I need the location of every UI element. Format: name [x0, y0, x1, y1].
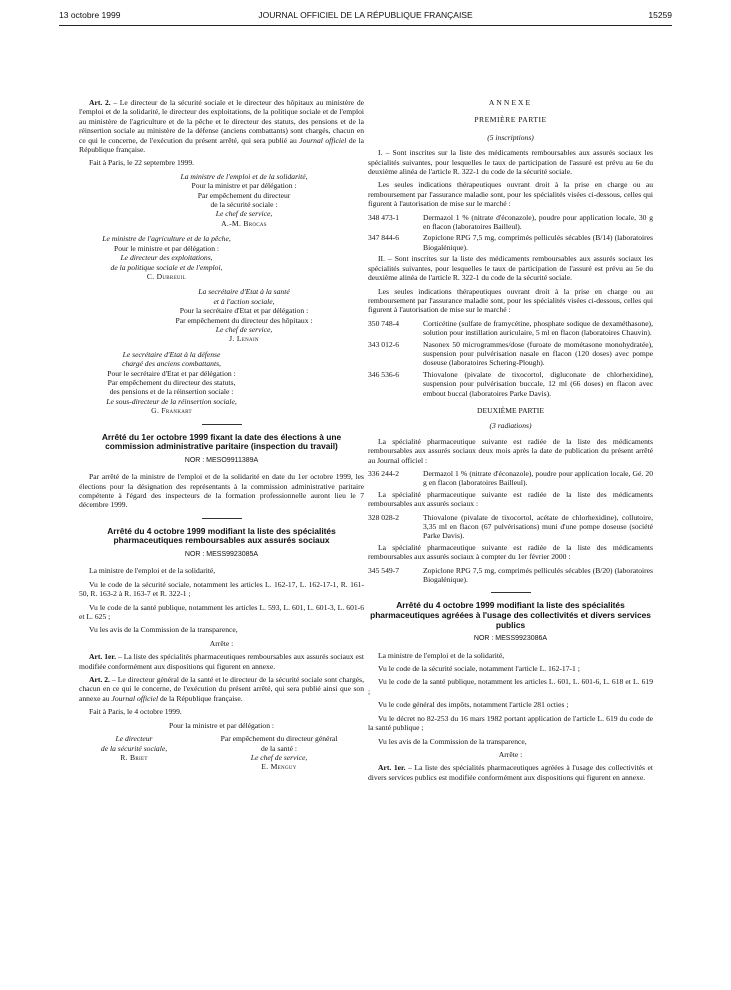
signature-line: de la politique sociale et de l'emploi, [110, 262, 223, 272]
signature-block [79, 734, 189, 772]
part-heading: DEUXIÈME PARTIE [477, 405, 544, 415]
signature-line: Pour le ministre et par délégation : [113, 243, 220, 253]
annex-paragraph: La spécialité pharmaceutique suivante est radiée de la liste des médicaments remboursables aux assurés sociaux : [368, 489, 653, 509]
signature-line: Le sous-directeur de la réinsertion sociale, [106, 396, 237, 406]
medicine-description: Zopiclone RPG 7,5 mg, comprimés pelliculés sécables (B/20) (laboratoires Biogalénique). [423, 565, 653, 585]
signature-block [194, 734, 364, 772]
cip-code: 346 536-6 [368, 369, 400, 379]
annex-paragraph: La spécialité pharmaceutique suivante est radiée de la liste des médicaments remboursables aux assurés sociaux à compter du 1er février 2000 : [368, 542, 653, 562]
signature-block [79, 234, 254, 281]
nor-reference: NOR : MESS9923085A [184, 551, 259, 558]
medicine-description: Corticétine (sulfate de framycétine, phosphate sodique de dexaméthasone), solution pour instillation auriculaire, 5 ml en flacon (laboratoires Chauvin). [423, 318, 653, 338]
visa-line: Vu le décret no 82-253 du 16 mars 1982 portant application de l'article L. 619 du code de la santé publique ; [368, 713, 653, 733]
signature-pair [79, 734, 364, 772]
part-subheading: (5 inscriptions) [487, 132, 534, 142]
article-text: – Le directeur de la sécurité sociale et le directeur des hôpitaux au ministère de l'emploi et de la solidarité, le directeur des exploitations, de la politique sociale et de l'emploi au ministère de l'agriculture et de la pêche et le directeur des statuts, des pensions et de la réinsertion sociale au ministère de la défense (anciens combattants) sont chargés, chacun en ce qui le concerne, de l'exécution du présent arrêté, qui sera publié au [79, 98, 364, 145]
decree-title: Arrêté du 4 octobre 1999 modifiant la liste des spécialités pharmaceutiques remboursables aux assurés sociaux [107, 525, 336, 546]
signature-line: chargé des anciens combattants, [122, 359, 221, 369]
article-text: – La liste des spécialités pharmaceutiques remboursables aux assurés sociaux est modifiée conformément aux dispositions qui figurent en annexe. [79, 652, 364, 671]
signature-line: La ministre de l'emploi et de la solidarité, [180, 171, 308, 181]
annex-paragraph: La spécialité pharmaceutique suivante est radiée de la liste des médicaments remboursables aux assurés sociaux deux mois après la date de publication du présent arrêté au Journal officiel : [368, 436, 653, 465]
signatory-name: J. Lenain [229, 334, 259, 344]
cip-code: 348 473-1 [368, 212, 400, 222]
journal-officiel-ref: Journal officiel [111, 693, 159, 703]
signature-date: Fait à Paris, le 22 septembre 1999. [89, 158, 195, 168]
article-1-paragraph [79, 652, 364, 671]
section-divider [202, 424, 242, 425]
article-label: Art. 2. [89, 98, 111, 107]
medicine-list [368, 319, 653, 398]
medicine-list [368, 213, 653, 253]
journal-officiel-ref: Journal officiel [299, 135, 347, 145]
article-label: Art. 1er. [378, 763, 406, 773]
cip-code: 347 844-6 [368, 233, 400, 243]
visa-line: Vu le code de la sécurité sociale, notamment les articles L. 162-17, L. 162-17-1, R. 161-50, R. 163-2 à R. 163-7 et R. 322-1 ; [79, 579, 364, 599]
signature-block [124, 287, 364, 343]
visa-line: Vu les avis de la Commission de la transparence, [378, 736, 527, 746]
right-column [368, 98, 653, 786]
page-header [59, 4, 672, 24]
signature-line: de la sécurité sociale : [210, 200, 278, 210]
signature-line: Par empêchement du directeur des statuts, [107, 377, 236, 387]
visa-line: Vu le code général des impôts, notamment l'article 281 octies ; [378, 700, 569, 710]
signature-line: Par empêchement du directeur général [220, 734, 338, 744]
article-2-paragraph [79, 675, 364, 703]
signature-line: Par empêchement du directeur des hôpitaux : [175, 315, 313, 325]
signature-line: Le ministre de l'agriculture et de la pêche, [102, 234, 231, 244]
signature-line: Le chef de service, [215, 209, 273, 219]
header-page-number: 15259 [648, 10, 672, 20]
article-2-paragraph [79, 98, 364, 154]
article-text: – La liste des spécialités pharmaceutiques agréées à l'usage des collectivités et divers services publics est modifiée conformément aux dispositions qui figurent en annexe. [368, 763, 653, 782]
visa-line: Vu le code de la santé publique, notamment les articles L. 593, L. 601, L. 601-3, L. 601-6 et L. 625 ; [79, 602, 364, 622]
medicine-description: Dermazol 1 % (nitrate d'éconazole), poudre pour application locale, Gé. 20 g en flacon (laboratoires Bailleul). [423, 469, 653, 488]
arrete-heading: Arrête : [498, 749, 523, 759]
article-label: Art. 2. [89, 675, 110, 685]
signature-line: Le chef de service, [215, 324, 273, 334]
signature-line: Pour la secrétaire d'Etat et par délégation : [179, 306, 309, 316]
signature-line: Le secrétaire d'Etat à la défense [122, 349, 221, 359]
list-item [368, 469, 653, 488]
signature-block [124, 172, 364, 228]
article-label: Art. 1er. [89, 652, 116, 662]
visa-line: Vu le code de la santé publique, notamment les articles L. 601, L. 601-6, L. 618 et L. 619 ; [368, 677, 653, 696]
signatory-name: A.-M. Brocas [221, 218, 267, 228]
arrete-heading: Arrête : [209, 638, 234, 648]
signatory-name: G. Frankart [151, 406, 192, 416]
signatory-name: R. Briet [120, 752, 148, 762]
medicine-description: Dermazol 1 % (nitrate d'éconazole), poudre pour application locale, 30 g en flacon (laboratoires Bailleul). [423, 212, 653, 232]
decree-title: Arrêté du 1er octobre 1999 fixant la date des élections à une commission administrative paritaire (inspection du travail) [101, 431, 342, 452]
signature-line: Pour la ministre et par délégation : [191, 181, 297, 191]
list-item [368, 213, 653, 232]
decree-title: Arrêté du 4 octobre 1999 modifiant la liste des spécialités pharmaceutiques agréées à l'usage des collectivités et divers services publics [370, 600, 651, 630]
medicine-description: Thiovalone (pivalate de tixocortol, acétate de chlorhexidine), collutoire, 3,35 ml en flacon (67 pulvérisations) muni d'une pompe doseuse (société Parke Davis). [423, 512, 653, 541]
visa-line: La ministre de l'emploi et de la solidarité, [89, 566, 216, 576]
signature-line: des pensions et de la réinsertion sociale : [109, 387, 234, 397]
section-divider [202, 518, 242, 519]
list-item [368, 566, 653, 585]
annex-paragraph: I. – Sont inscrites sur la liste des médicaments remboursables aux assurés sociaux les spécialités suivantes, pour lesquelles le taux de participation de l'assuré est prévu au 6e du deuxième alinéa de l'article R. 322-1 du code de la sécurité sociale. [368, 148, 653, 177]
visa-line: La ministre de l'emploi et de la solidarité, [378, 650, 505, 660]
cip-code: 328 028-2 [368, 512, 400, 522]
annex-heading: ANNEXE [488, 98, 533, 107]
visa-line: Vu les avis de la Commission de la transparence, [89, 625, 238, 635]
part-heading: PREMIÈRE PARTIE [474, 115, 547, 125]
signature-line: Le directeur [115, 734, 153, 744]
part-subheading: (3 radiations) [489, 421, 532, 431]
cip-code: 345 549-7 [368, 565, 400, 575]
signatory-name: C. Dubreuil [146, 271, 187, 281]
cip-code: 350 748-4 [368, 318, 400, 328]
list-item [368, 233, 653, 252]
annex-paragraph: Les seules indications thérapeutiques ouvrant droit à la prise en charge ou au remboursement par l'assurance maladie sont, pour les spécialités visées ci-dessous, celles qui figurent à l'autorisation de mise sur le marché : [368, 180, 653, 209]
delegation-line: Pour la ministre et par délégation : [168, 720, 275, 730]
signature-date: Fait à Paris, le 4 octobre 1999. [89, 707, 182, 717]
cip-code: 336 244-2 [368, 469, 400, 478]
signature-line: de la sécurité sociale, [100, 743, 168, 753]
signature-line: Pour le secrétaire d'Etat et par délégation : [107, 368, 236, 378]
list-item [368, 340, 653, 368]
decree-text: Par arrêté de la ministre de l'emploi et de la solidarité en date du 1er octobre 1999, les élections pour la désignation des représentants à la commission administrative paritaire compétente à l'égard des inspecteurs de la formation professionnelle auront lieu le 7 décembre 1999. [79, 472, 364, 510]
signature-block [79, 350, 264, 416]
left-column [79, 98, 364, 772]
signature-line: La secrétaire d'Etat à la santé [198, 287, 290, 297]
annex-paragraph: Les seules indications thérapeutiques ouvrant droit à la prise en charge ou au remboursement par l'assurance maladie sont, pour les spécialités visées ci-dessous, celles qui figurent à l'autorisation de mise sur le marché : [368, 286, 653, 315]
signature-line: Par empêchement du directeur [197, 190, 291, 200]
header-journal-title: JOURNAL OFFICIEL DE LA RÉPUBLIQUE FRANÇAISE [258, 10, 473, 20]
article-text-end: de la République française. [158, 693, 243, 703]
visa-line: Vu le code de la sécurité sociale, notamment l'article L. 162-17-1 ; [378, 664, 580, 674]
cip-code: 343 012-6 [368, 339, 400, 349]
list-item [368, 513, 653, 541]
nor-reference: NOR : MESS9923086A [473, 635, 548, 643]
article-text: – Le directeur général de la santé et le directeur de la sécurité sociale sont chargés, chacun en ce qui le concerne, de l'exécution du présent arrêté, qui sera publié ainsi que son annexe au [79, 675, 364, 703]
list-item [368, 319, 653, 338]
header-rule [59, 25, 672, 26]
article-1-paragraph [368, 763, 653, 782]
list-item [368, 370, 653, 398]
medicine-description: Zopiclone RPG 7,5 mg, comprimés pelliculés sécables (B/14) (laboratoires Biogalénique). [423, 233, 653, 252]
signature-line: et à l'action sociale, [213, 296, 275, 306]
nor-reference: NOR : MESO9911389A [184, 456, 259, 464]
signatory-name: E. Menguy [261, 762, 297, 772]
signature-line: Le directeur des exploitations, [120, 253, 213, 263]
header-date: 13 octobre 1999 [59, 10, 121, 20]
medicine-description: Nasonex 50 microgrammes/dose (furoate de mométasone monohydratée), suspension pour pulvérisation nasale en flacon (120 doses) avec pompe doseuse (laboratoires Schering-Plough). [423, 339, 653, 368]
section-divider [491, 592, 531, 593]
article-text-end: de la République française. [79, 135, 365, 155]
medicine-description: Thiovalone (pivalate de tixocortol, digluconate de chlorhexidine), suspension pour pulvérisation buccale, 12 ml (66 doses) en flacon avec embout buccal (laboratoires Parke Davis). [423, 369, 653, 398]
signature-line: Le chef de service, [250, 752, 308, 762]
signature-line: de la santé : [260, 743, 298, 753]
annex-paragraph: II. – Sont inscrites sur la liste des médicaments remboursables aux assurés sociaux les spécialités suivantes, pour lesquelles le taux de participation de l'assuré est prévu au 5e du deuxième alinéa de l'article R. 322-1 du code de la sécurité sociale. [368, 254, 653, 283]
